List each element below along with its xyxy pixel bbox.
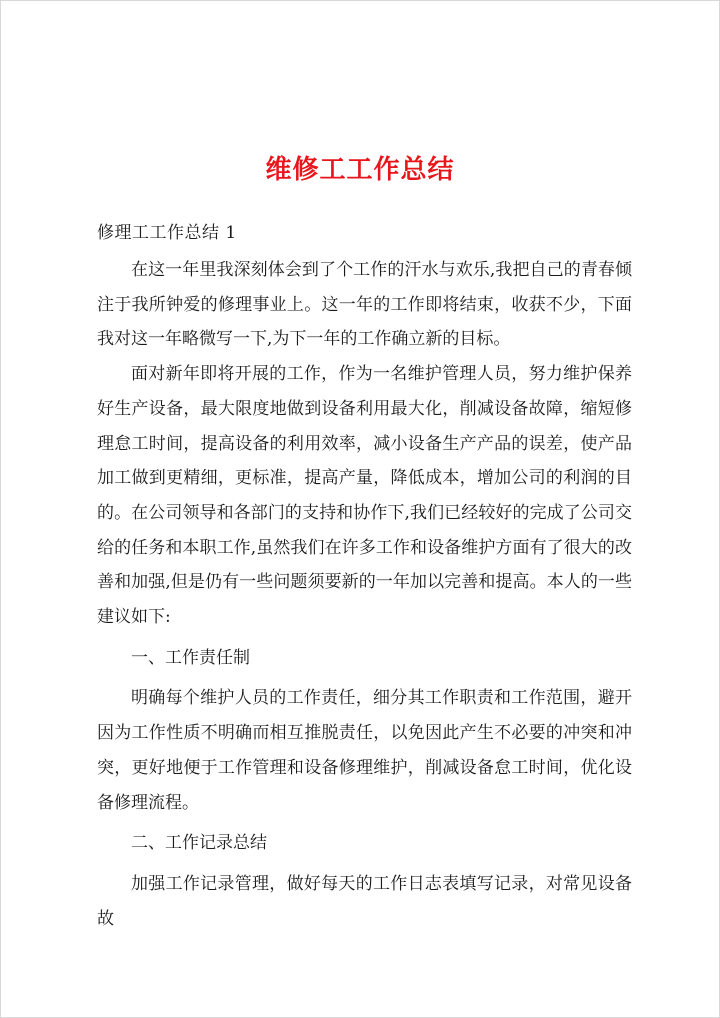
paragraph: 面对新年即将开展的工作，作为一名维护管理人员，努力维护保养好生产设备，最大限度地做到设备利用最大化，削减设备故障，缩短修理怠工时间，提高设备的利用效率，减小设备生产产品的误差，使产品加工做到更精细，更标准，提高产量，降低成本，增加公司的利润的目的。在公司领导和各部门的支持和协作下,我们已经较好的完成了公司交给的任务和本职工作,虽然我们在许多工作和设备维护方面有了很大的改善和加强,但是仍有一些问题须要新的一年加以完善和提高。本人的一些建议如下: xyxy=(97,364,632,628)
document-body xyxy=(97,253,632,936)
document-subtitle: 修理工工作总结 1 xyxy=(97,223,237,243)
section-heading: 一、工作责任制 xyxy=(131,647,250,668)
document-title: 维修工工作总结 xyxy=(265,155,455,185)
paragraph: 加强工作记录管理，做好每天的工作日志表填写记录，对常见设备故 xyxy=(97,873,632,929)
paragraph: 在这一年里我深刻体会到了个工作的汗水与欢乐,我把自己的青春倾注于我所钟爱的修理事业上。这一年的工作即将结束，收获不少，下面我对这一年略微写一下,为下一年的工作确立新的目标。 xyxy=(97,260,632,350)
paragraph: 明确每个维护人员的工作责任，细分其工作职责和工作范围，避开因为工作性质不明确而相互推脱责任，以免因此产生不必要的冲突和冲突，更好地便于工作管理和设备修理维护，削减设备怠工时间，优化设备修理流程。 xyxy=(97,688,632,813)
section-heading: 二、工作记录总结 xyxy=(131,833,267,854)
